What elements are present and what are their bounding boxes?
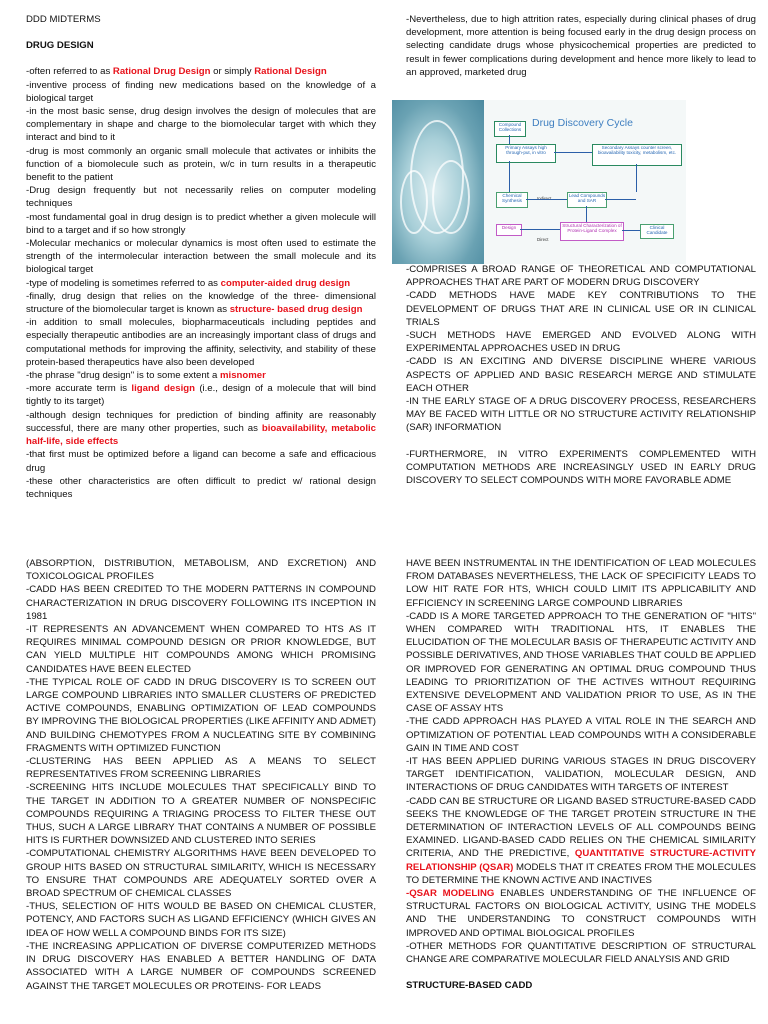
paragraph (26, 105, 376, 145)
paragraph-text: -THUS, SELECTION OF HITS WOULD BE BASED ON CHEMICAL CLUSTER, POTENCY, AND FACTORS SUCH AS LIGAND EFFICIENCY (WHICH GIVES AN IDEA OF HOW WELL A COMPOUND BINDS FOR ITS SIZE) (26, 901, 376, 939)
box-structural-characterization: Structural Characterization of Protein-Ligand Complex (560, 222, 624, 241)
paragraph (26, 676, 376, 755)
paragraph-text: HAVE BEEN INSTRUMENTAL IN THE IDENTIFICATION OF LEAD MOLECULES FROM DATABASES NEVERTHELESS, THE LACK OF SPECIFICITY LEADS TO LOW HIT RATE FOR HTS, WHICH COULD LIMIT ITS APPLICABILITY AND EFFICIENCY IN SCREENING LARGE COMPOUND LIBRARIES (406, 558, 756, 609)
paragraphs-col2-top-b (406, 263, 756, 435)
paragraph-text: MODELS THAT IT CREATES FROM THE MOLECULES TO DETERMINE THE KNOWN ACTIVE AND INACTIVES (406, 861, 756, 886)
highlighted-term: -QSAR MODELING (406, 888, 495, 900)
paragraph (26, 65, 376, 78)
paragraph (26, 277, 376, 290)
paragraph (26, 409, 376, 449)
highlighted-term: QUANTITATIVE STRUCTURE-ACTIVITY RELATIONSHIP (QSAR) (406, 848, 756, 873)
paragraph-text: -FURTHERMORE, IN VITRO EXPERIMENTS COMPLEMENTED WITH COMPUTATION METHODS ARE INCREASINGLY USED IN EARLY DRUG DISCOVERY TO SELECT COMPOUNDS WITH MORE FAVORABLE ADME (406, 448, 756, 487)
paragraph (26, 900, 376, 940)
paragraph (26, 623, 376, 676)
paragraph-text: -THE TYPICAL ROLE OF CADD IN DRUG DISCOVERY IS TO SCREEN OUT LARGE COMPOUND LIBRARIES INTO SMALLER CLUSTERS OF PREDICTED ACTIVE COMPOUNDS, ENABLING OPTIMIZATION OF LEAD COMPOUNDS BY IMPROVING THE BIOLOGICAL PROPERTIES (LIKE AFFINITY AND ADMET) AND BUILDING CHEMOTYPES FROM A NUCLEATING SITE BY COMBINING FRAGMENTS WITH OPTIMIZED FUNCTION (26, 676, 376, 754)
paragraph-text: -COMPUTATIONAL CHEMISTRY ALGORITHMS HAVE BEEN DEVELOPED TO GROUP HITS BASED ON STRUCTURAL SIMILARITY, WHICH IS NECESSARY TO ENSURE THAT COMPOUNDS ARE ADEQUATELY SORTED OVER A BROAD SPECTRUM OF CHEMICAL CLASSES (26, 848, 376, 900)
paragraph (26, 211, 376, 237)
paragraph-text: -Nevertheless, due to high attrition rates, especially during clinical phases of drug development, more attention is being focused early in the drug design process on selecting candidate drugs whose physicochemical properties are predicted to result in fewer complications during development and hence more likely to lead to an approved, marketed drug (406, 14, 756, 78)
section-heading-drug-design: DRUG DESIGN (26, 40, 94, 52)
highlighted-term: misnomer (220, 370, 266, 382)
paragraph (406, 355, 756, 395)
paragraphs-col1-top (26, 65, 376, 501)
paragraph-text: ENABLES UNDERSTANDING OF THE INFLUENCE OF STRUCTURAL FACTORS ON BIOLOGICAL ACTIVITY, USING THE MODELS AND THE UNDERSTANDING TO CONSTRUCT COMPOUNDS WITH IMPROVED AND OPTIMAL BIOLOGICAL PROFILES (406, 888, 756, 939)
paragraph (26, 475, 376, 501)
column-right-bottom (406, 557, 756, 993)
paragraph (26, 237, 376, 277)
paragraph (26, 448, 376, 474)
highlighted-term: ligand design (131, 383, 195, 395)
paragraphs-col2-top-c (406, 448, 756, 488)
paragraph (26, 79, 376, 105)
paragraph (406, 557, 756, 610)
paragraph-text: -CADD CAN BE STRUCTURE OR LIGAND BASED STRUCTURE-BASED CADD SEEKS THE KNOWLEDGE OF THE TARGET PROTEIN STRUCTURE IN THE DETERMINATION OF INTERACTION LEVELS OF ALL COMPOUNDS BEING EXAMINED. LIGAND-BASED CADD RELIES ON THE CHEMICAL SIMILARITY CRITERIA, AND THE PREDICTIVE, (406, 795, 756, 860)
highlighted-term: Rational Drug Design (112, 66, 211, 78)
paragraph (26, 369, 376, 382)
document-title: DDD MIDTERMS (26, 14, 101, 25)
paragraph (406, 755, 756, 795)
box-compound-collections: Compound Collections (494, 121, 526, 137)
paragraph (406, 329, 756, 355)
paragraph (406, 715, 756, 755)
box-primary-assays: Primary Assays high through-put, in vitro (496, 144, 556, 163)
highlighted-term: computer-aided drug design (220, 277, 351, 289)
paragraph (26, 583, 376, 623)
paragraph-text: (ABSORPTION, DISTRIBUTION, METABOLISM, AND EXCRETION) AND TOXICOLOGICAL PROFILES (26, 558, 376, 583)
paragraph (406, 263, 756, 289)
paragraph-text: -CLUSTERING HAS BEEN APPLIED AS A MEANS TO SELECT REPRESENTATIVES FROM SCREENING LIBRARIES (26, 756, 376, 781)
paragraph-text: -drug is most commonly an organic small molecule that activates or inhibits the function of a biomolecule such as protein, w/c in turn results in a therapeutic benefit to the patient (26, 145, 376, 184)
lab-glassware-image (392, 100, 484, 264)
paragraph-text: (i.e., design of a molecule that will bind tightly to its target) (26, 383, 376, 408)
column-left-top (26, 13, 376, 501)
section-heading-structure-based-cadd: STRUCTURE-BASED CADD (406, 980, 533, 992)
paragraph-text: -IT HAS BEEN APPLIED DURING VARIOUS STAGES IN DRUG DISCOVERY TARGET IDENTIFICATION, VALIDATION, MOLECULAR DESIGN, AND INTERACTIONS OF DRUG CANDIDATES WITH TARGETS OF INTEREST (406, 756, 756, 794)
paragraph-text: -IN THE EARLY STAGE OF A DRUG DISCOVERY PROCESS, RESEARCHERS MAY BE FACED WITH LITTLE OR NO STRUCTURE ACTIVITY RELATIONSHIP (SAR) INFORMATION (406, 396, 756, 434)
paragraph (26, 781, 376, 847)
paragraph-text: -COMPRISES A BROAD RANGE OF THEORETICAL AND COMPUTATIONAL APPROACHES THAT ARE PART OF MODERN DRUG DISCOVERY (406, 264, 756, 289)
paragraph-text: -more accurate term is (26, 383, 132, 395)
paragraph-text: -finally, drug design that relies on the knowledge of the three- dimensional structure of the biomolecular target is known as (26, 290, 376, 316)
label-direct: Direct (537, 237, 549, 242)
paragraph (26, 145, 376, 185)
paragraph-text: -SUCH METHODS HAVE EMERGED AND EVOLVED ALONG WITH EXPERIMENTAL APPROACHES USED IN DRUG (406, 330, 756, 355)
paragraph (406, 610, 756, 716)
paragraph-text: -THE INCREASING APPLICATION OF DIVERSE COMPUTERIZED METHODS IN DRUG DISCOVERY HAS ENABLED A BETTER HANDLING OF DATA ASSOCIATED WITH A LARGE NUMBER OF COMPOUNDS SCREENED AGAINST THE TARGET MOLECULES OR PROTEINS- FOR LEADS (26, 940, 376, 992)
paragraphs-col2-top-a (406, 13, 756, 79)
paragraph (406, 887, 756, 940)
box-lead-compounds: Lead Compounds and SAR (567, 192, 607, 208)
paragraph (26, 382, 376, 408)
paragraphs-col2-bottom (406, 557, 756, 966)
paragraph (406, 395, 756, 435)
paragraph-text: -Molecular mechanics or molecular dynamics is most often used to estimate the strength of the intermolecular interaction between the small molecule and its biological target (26, 238, 376, 276)
box-secondary-assays: Secondary Assays counter screen, bioavailability toxicity, metabolism, etc. (592, 144, 682, 166)
paragraph (406, 795, 756, 887)
paragraph-text: -often referred to as (26, 66, 113, 78)
highlighted-term: bioavailability, metabolic half-life, side effects (26, 422, 376, 448)
box-chemical-synthesis: Chemical Synthesis (496, 192, 528, 208)
paragraph (406, 13, 756, 79)
paragraph (26, 847, 376, 900)
paragraph-text: -that first must be optimized before a ligand can become a safe and efficacious drug (26, 449, 376, 474)
paragraph-text: -the phrase "drug design" is to some extent a (26, 370, 220, 382)
paragraph-text: -CADD IS AN EXCITING AND DIVERSE DISCIPLINE WHERE VARIOUS ASPECTS OF APPLIED AND BASIC RESEARCH MERGE AND STIMULATE EACH OTHER (406, 356, 756, 394)
paragraph-text: -SCREENING HITS INCLUDE MOLECULES THAT SPECIFICALLY BIND TO THE TARGET IN ADDITION TO A GREATER NUMBER OF NONSPECIFIC COMPOUNDS REQUIRING A TRIAGING PROCESS TO FILTER THESE OUT THUS, SUCH A LARGE LIBRARY THAT CONTAINS A NUMBER OF POSSIBLE HITS IS FURTHER DOWNSIZED AND CLUSTERED INTO SERIES (26, 782, 376, 847)
paragraph-text: -Drug design frequently but not necessarily relies on computer modeling techniques (26, 185, 376, 210)
paragraph-text: -IT REPRESENTS AN ADVANCEMENT WHEN COMPARED TO HTS AS IT REQUIRES MINIMAL COMPOUND DESIGN OR PRIOR KNOWLEDGE, BUT CAN YIELD MULTIPLE HIT COMPOUNDS AMONG WHICH PROMISING CANDIDATES HAVE BEEN ELECTED (26, 624, 376, 675)
paragraph-text: -most fundamental goal in drug design is to predict whether a given molecule will bind to a target and if so how strongly (26, 211, 376, 236)
paragraph-text: -these other characteristics are often difficult to predict w/ rational design techniques (26, 475, 376, 500)
drug-discovery-cycle-figure (392, 100, 686, 264)
highlighted-term: Rational Design (254, 66, 327, 78)
paragraph-text: -inventive process of finding new medications based on the knowledge of a biological target (26, 79, 376, 104)
paragraph (26, 316, 376, 369)
paragraph-text: or simply (210, 66, 255, 78)
paragraph-text: -OTHER METHODS FOR QUANTITATIVE DESCRIPTION OF STRUCTURAL CHANGE ARE COMPARATIVE MOLECULAR FIELD ANALYSIS AND GRID (406, 940, 756, 966)
paragraph (26, 940, 376, 993)
paragraph (406, 448, 756, 488)
paragraph (26, 557, 376, 583)
paragraph (406, 289, 756, 329)
paragraph-text: -although design techniques for prediction of binding affinity are reasonably successful, there are many other properties, such as (26, 409, 376, 434)
paragraph-text: -THE CADD APPROACH HAS PLAYED A VITAL ROLE IN THE SEARCH AND OPTIMIZATION OF POTENTIAL LEAD COMPOUNDS WITH A CONSIDERABLE GAIN IN TIME AND COST (406, 716, 756, 754)
paragraph-text: -CADD IS A MORE TARGETED APPROACH TO THE GENERATION OF "HITS" WHEN COMPARED WITH TRADITIONAL HTS, IT ENABLES THE ELUCIDATION OF THE MOLECULAR BASIS OF THERAPEUTIC ACTIVITY AND POSSIBLE DERIVATIVES, AND THOSE VARIABLES THAT COULD BE APPLIED OR IMPROVED FOR GENERATING AN OPTIMAL DRUG COMPOUND THUS LEADING TO PRIORITIZATION OF THE ACTIVES WITHOUT REQUIRING EXTENSIVE DEVELOPMENT AND VALIDATION PRIOR TO USE, AS IN THE CASE OF ASSAY HTS (406, 610, 756, 715)
highlighted-term: structure- based drug design (229, 304, 363, 316)
paragraph-text: -in addition to small molecules, biopharmaceuticals including peptides and especially therapeutic antibodies are an increasingly important class of drugs and computational methods for improving the affinity, selectivity, and stability of these protein-based therapeutics have also been developed (26, 317, 376, 368)
paragraph-text: -type of modeling is sometimes referred to as (26, 277, 221, 289)
paragraph (26, 290, 376, 316)
column-left-bottom (26, 557, 376, 993)
paragraph (26, 184, 376, 210)
paragraph (26, 755, 376, 781)
paragraph-text: -CADD METHODS HAVE MADE KEY CONTRIBUTIONS TO THE DEVELOPMENT OF DRUGS THAT ARE IN CLINICAL USE OR IN CLINICAL TRIALS (406, 290, 756, 328)
paragraph-text: -CADD HAS BEEN CREDITED TO THE MODERN PATTERNS IN COMPOUND CHARACTERIZATION IN DRUG DISCOVERY FOLLOWING ITS INCEPTION IN 1981 (26, 584, 376, 622)
paragraph-text: -in the most basic sense, drug design involves the design of molecules that are complementary in shape and charge to the biomolecular target with which they interact and bind to it (26, 106, 376, 144)
paragraphs-col1-bottom (26, 557, 376, 993)
box-clinical-candidate: Clinical Candidate (640, 224, 674, 239)
box-design: Design (496, 224, 522, 236)
figure-title: Drug Discovery Cycle (532, 117, 633, 129)
paragraph (406, 940, 756, 966)
